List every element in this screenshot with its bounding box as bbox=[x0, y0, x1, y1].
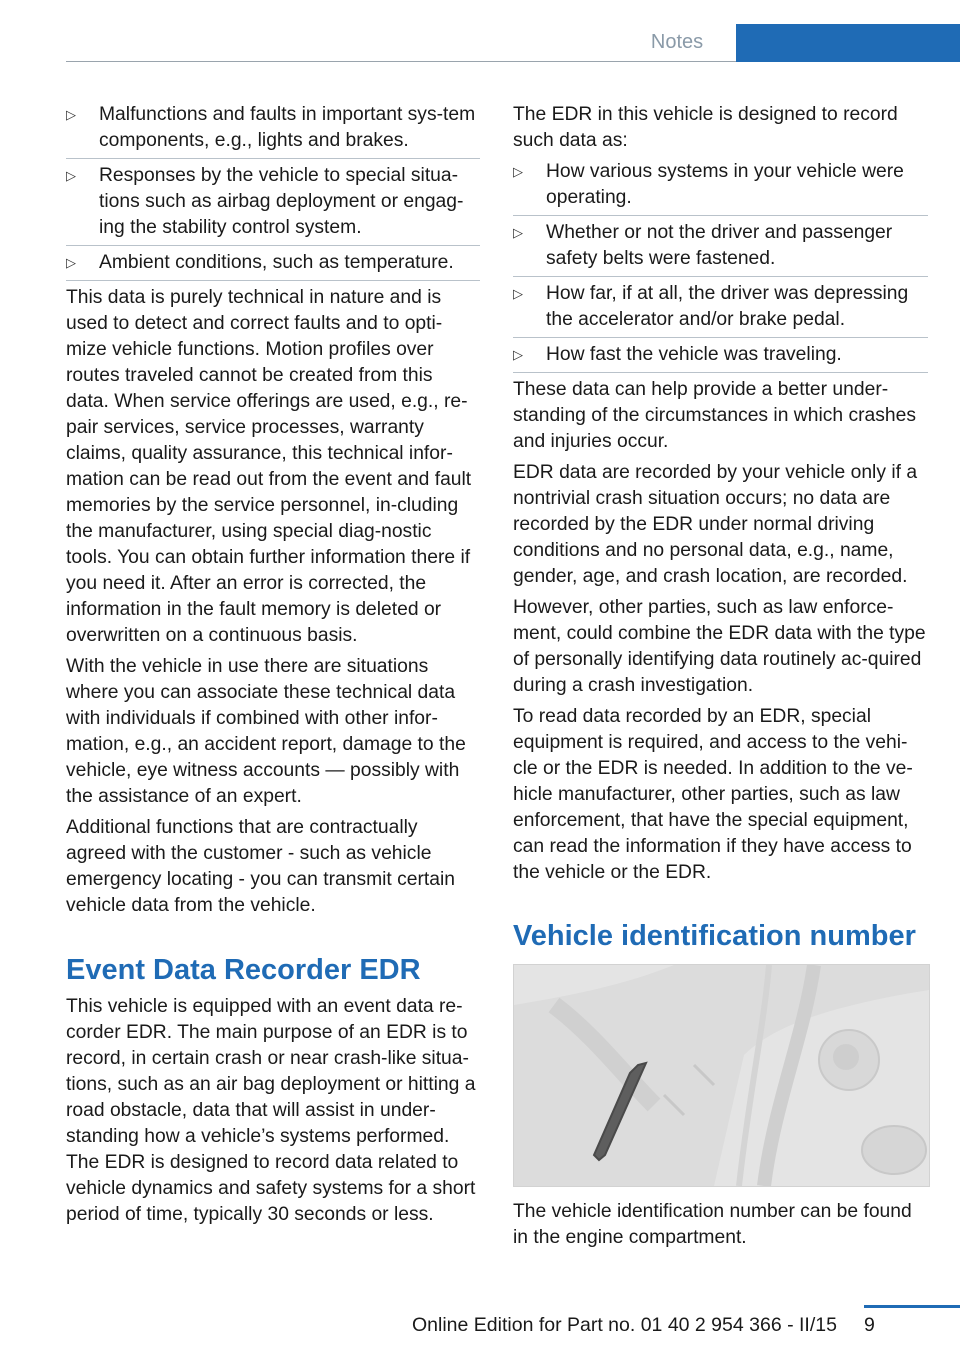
triangle-bullet-icon: ▷ bbox=[66, 107, 76, 122]
triangle-bullet-icon: ▷ bbox=[513, 286, 523, 301]
triangle-bullet-icon: ▷ bbox=[513, 347, 523, 362]
list-item: ▷ How fast the vehicle was traveling. bbox=[513, 342, 928, 373]
right-column bbox=[513, 102, 928, 1256]
list-item: ▷ Ambient conditions, such as temperature. bbox=[66, 250, 480, 281]
paragraph: With the vehicle in use there are situations where you can associate these technical data with individuals if combined with other infor‐mation, e.g., an accident report, damage to the vehicle, eye witness accounts — possibly with the assistance of an expert. bbox=[66, 656, 466, 807]
paragraph: This data is purely technical in nature and is used to detect and correct faults and to opti‐mize vehicle functions. Motion profiles over routes traveled cannot be created from this data. When service offerings are used, e.g., re‐pair services, service processes, warranty claims, quality assurance, this technical infor‐mation can be read out from the event and fault memories by the service personnel, in‐cluding the manufacturer, using special diag‐nostic tools. You can obtain further information there if you need it. After an error is corrected, the information in the fault memory is deleted or overwritten on a continuous basis. bbox=[66, 287, 472, 646]
paragraph: However, other parties, such as law enforce‐ment, could combine the EDR data with the type of personally identifying data routinely ac‐quired during a crash investigation. bbox=[513, 597, 926, 696]
edr-heading: Event Data Recorder EDR bbox=[66, 954, 421, 986]
list-item: ▷ How various systems in your vehicle were operating. bbox=[513, 159, 928, 216]
left-column bbox=[66, 102, 480, 1233]
list-item: ▷ Whether or not the driver and passenger safety belts were fastened. bbox=[513, 220, 928, 277]
triangle-bullet-icon: ▷ bbox=[66, 255, 76, 270]
vin-heading: Vehicle identification number bbox=[513, 920, 916, 952]
right-bullet-list bbox=[513, 159, 928, 373]
paragraph: This vehicle is equipped with an event data re‐corder EDR. The main purpose of an EDR is to record, in certain crash or near crash-like situa‐tions, such as an air bag deployment or hitting a road obstacle, data that will assist in under‐standing how a vehicle’s systems performed. The EDR is designed to record data related to vehicle dynamics and safety systems for a short period of time, typically 30 seconds or less. bbox=[66, 996, 476, 1225]
paragraph: EDR data are recorded by your vehicle only if a nontrivial crash situation occurs; no data are recorded by the EDR under normal driving conditions and no personal data, e.g., name, gender, age, and crash location, are recorded. bbox=[513, 462, 918, 587]
triangle-bullet-icon: ▷ bbox=[513, 164, 523, 179]
left-bullet-list bbox=[66, 102, 480, 281]
edition-note: Online Edition for Part no. 01 40 2 954 366 - II/15 bbox=[412, 1314, 837, 1336]
footer-rule bbox=[864, 1305, 960, 1308]
triangle-bullet-icon: ▷ bbox=[66, 168, 76, 183]
section-title: Notes bbox=[650, 30, 704, 53]
paragraph: Additional functions that are contractually agreed with the customer - such as vehicle emergency locating - you can transmit certain vehicle data from the vehicle. bbox=[66, 817, 456, 916]
list-item: ▷ How far, if at all, the driver was depressing the accelerator and/or brake pedal. bbox=[513, 281, 928, 338]
paragraph: To read data recorded by an EDR, special equipment is required, and access to the vehi‐cle or the EDR is needed. In addition to the ve‐hicle manufacturer, other parties, such as law enforcement, that have the special equipment, can read the information if they have access to the vehicle or the EDR. bbox=[513, 706, 913, 883]
paragraph: The EDR in this vehicle is designed to record such data as: bbox=[513, 104, 898, 151]
triangle-bullet-icon: ▷ bbox=[513, 225, 523, 240]
header-accent-bar bbox=[736, 24, 960, 62]
engine-compartment-illustration bbox=[514, 965, 929, 1186]
paragraph: These data can help provide a better under‐standing of the circumstances in which crashes and injuries occur. bbox=[513, 379, 916, 452]
list-item: ▷ Responses by the vehicle to special situa‐tions such as airbag deployment or engag‐ing the stability control system. bbox=[66, 163, 480, 246]
page-number: 9 bbox=[864, 1314, 875, 1336]
list-item: ▷ Malfunctions and faults in important sys‐tem components, e.g., lights and brakes. bbox=[66, 102, 480, 159]
engine-compartment-image bbox=[513, 964, 930, 1187]
image-caption: The vehicle identification number can be found in the engine compartment. bbox=[513, 1201, 912, 1248]
